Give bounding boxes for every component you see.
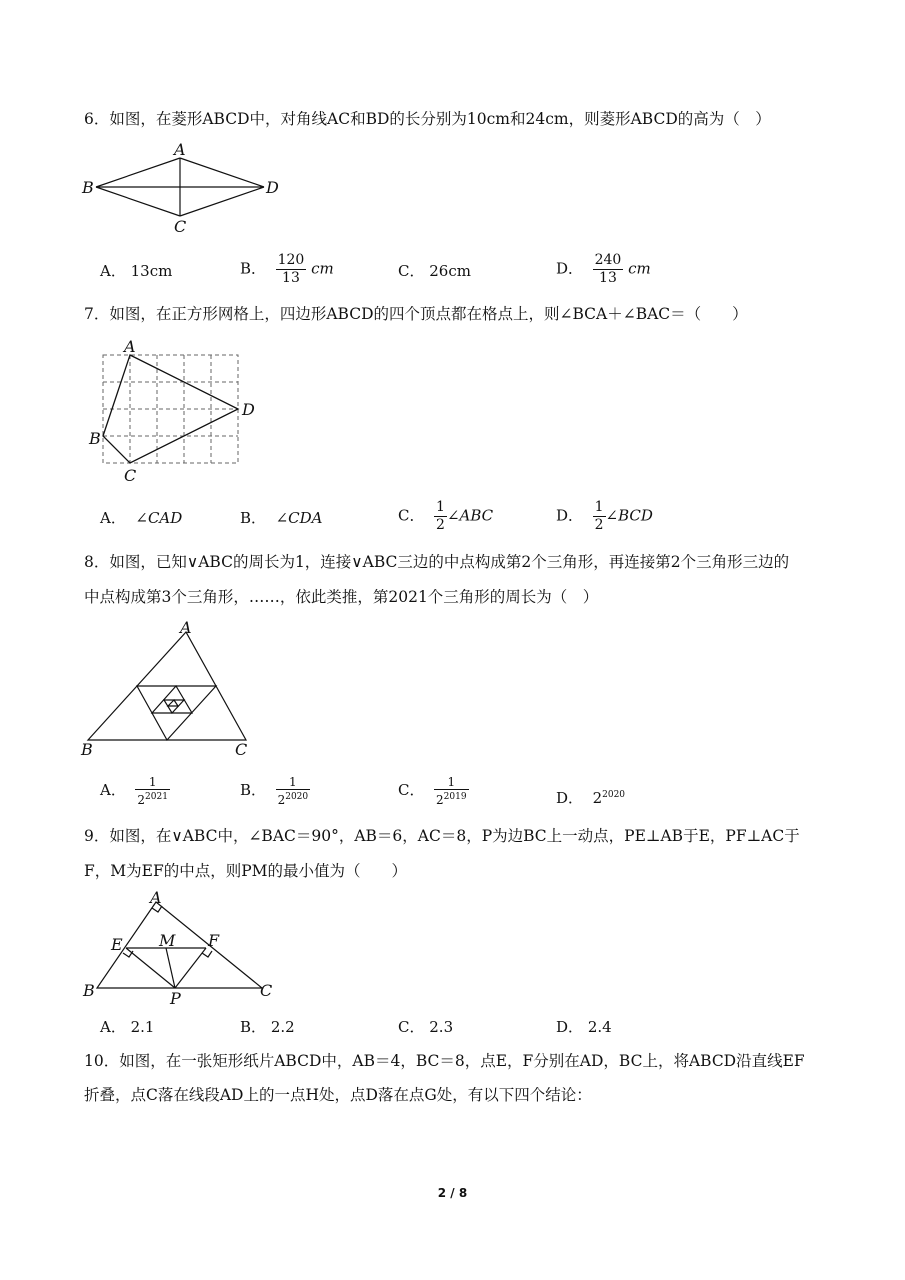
rhombus-edge-ba [96,158,180,187]
q10-stem-line1: 10．如图，在一张矩形纸片ABCD中，AB＝4，BC＝8，点E，F分别在AD，BC上，将ABCD沿直线EF [84,1052,805,1070]
label-a: A [124,338,136,356]
fraction: $\frac{1}{2^{2020}}$ [277,775,309,807]
q9-option-b[interactable] [240,1017,295,1037]
q6-option-b[interactable] [240,252,334,287]
fraction: $\frac{1}{2}$ [594,499,604,533]
option-value: ∠CAD [135,509,183,527]
label-e: E [111,935,123,954]
option-value: 2.2 [270,1018,295,1036]
page-number: 2 / 8 [437,1186,468,1200]
fraction: $\frac{1}{2^{2021}}$ [137,775,168,807]
label-c: C [174,217,187,236]
q9-right-triangle-figure [78,888,283,1010]
q8-option-c[interactable] [398,775,469,807]
label-c: C [260,981,273,1000]
q7-option-a[interactable] [100,508,182,528]
label-c: C [235,740,248,759]
option-value: 2.4 [587,1018,612,1036]
option-value: 13cm [130,262,173,280]
option-letter: D． [556,506,584,525]
dashed-grid [103,355,238,463]
rhombus-edge-dc [180,187,264,216]
option-letter: D． [556,1018,584,1036]
option-value: ∠CDA [275,509,323,527]
label-b: B [82,178,94,197]
label-b: B [81,740,93,759]
label-b: B [83,981,95,1000]
q6-option-a[interactable] [100,261,172,281]
q7-option-b[interactable] [240,508,322,528]
option-letter: C． [398,506,425,525]
option-letter: D． [556,789,584,807]
fraction: $\frac{120}{13}$ [277,252,305,286]
option-letter: D． [556,259,584,278]
q8-option-a[interactable] [100,775,170,807]
q8-option-b[interactable] [240,775,310,807]
q10-stem-line2: 折叠，点C落在线段AD上的一点H处，点D落在点G处，有以下四个结论： [84,1086,592,1104]
q9-option-d[interactable] [556,1017,612,1037]
label-a: A [150,888,162,907]
option-value: ∠ABC [446,506,494,525]
option-letter: B． [240,1018,267,1036]
label-b: B [89,429,101,448]
q7-grid-figure [86,338,276,488]
option-letter: A． [100,1018,126,1036]
q9-option-a[interactable] [100,1017,154,1037]
rhombus-edge-ad [180,158,264,187]
exponent: 2020 [602,790,626,800]
option-letter: B． [240,509,267,527]
option-letter: B． [240,259,267,278]
q6-rhombus-figure [78,140,288,240]
label-a: A [174,140,186,159]
fraction: $\frac{1}{2^{2019}}$ [436,775,467,807]
option-letter: C． [398,262,425,280]
option-letter: B． [240,781,267,799]
label-c: C [124,466,137,485]
option-letter: C． [398,781,425,799]
q8-nested-triangles-figure [78,618,263,763]
q7-option-c[interactable] [398,499,493,534]
fraction: $\frac{1}{2}$ [436,499,445,533]
fraction: $\frac{240}{13}$ [594,252,622,286]
q6-stem: 6．如图，在菱形ABCD中，对角线AC和BD的长分别为10cm和24cm，则菱形ABCD的高为（ ） [84,110,771,128]
q8-stem-line2: 中点构成第3个三角形，……，依此类推，第2021个三角形的周长为（ ） [84,588,599,606]
rhombus-edge-cb [96,187,180,216]
option-value: ∠BCD [605,506,653,525]
unit: cm [628,259,651,278]
q8-stem-line1: 8．如图，已知∨ABC的周长为1，连接∨ABC三边的中点构成第2个三角形，再连接第2个三角形三边的 [84,553,790,571]
label-p: P [170,989,181,1008]
label-d: D [266,178,279,197]
option-letter: A． [100,781,126,799]
option-letter: A． [100,262,126,280]
segment-pf [175,948,206,988]
q8-option-d[interactable] [556,785,625,808]
triangle-5 [168,700,178,706]
base: 2 [592,789,603,807]
option-value: 2.3 [429,1018,454,1036]
q9-option-c[interactable] [398,1017,453,1037]
q6-option-c[interactable] [398,261,471,281]
option-value: 2.1 [130,1018,155,1036]
label-m: M [159,931,176,950]
label-a: A [180,618,192,637]
q9-stem-line2: F，M为EF的中点，则PM的最小值为（ ） [84,862,407,880]
q7-stem: 7．如图，在正方形网格上，四边形ABCD的四个顶点都在格点上，则∠BCA＋∠BAC＝（ ） [84,305,748,323]
option-value: 26cm [429,262,471,280]
label-d: D [242,400,255,419]
label-f: F [208,931,220,950]
option-letter: A． [100,509,126,527]
q9-stem-line1: 9．如图，在∨ABC中，∠BAC＝90°，AB＝6，AC＝8，P为边BC上一动点，PE⊥AB于E，PF⊥AC于 [84,827,800,845]
q7-option-d[interactable] [556,499,653,534]
unit: cm [311,259,334,278]
q6-option-d[interactable] [556,252,651,287]
option-letter: C． [398,1018,425,1036]
